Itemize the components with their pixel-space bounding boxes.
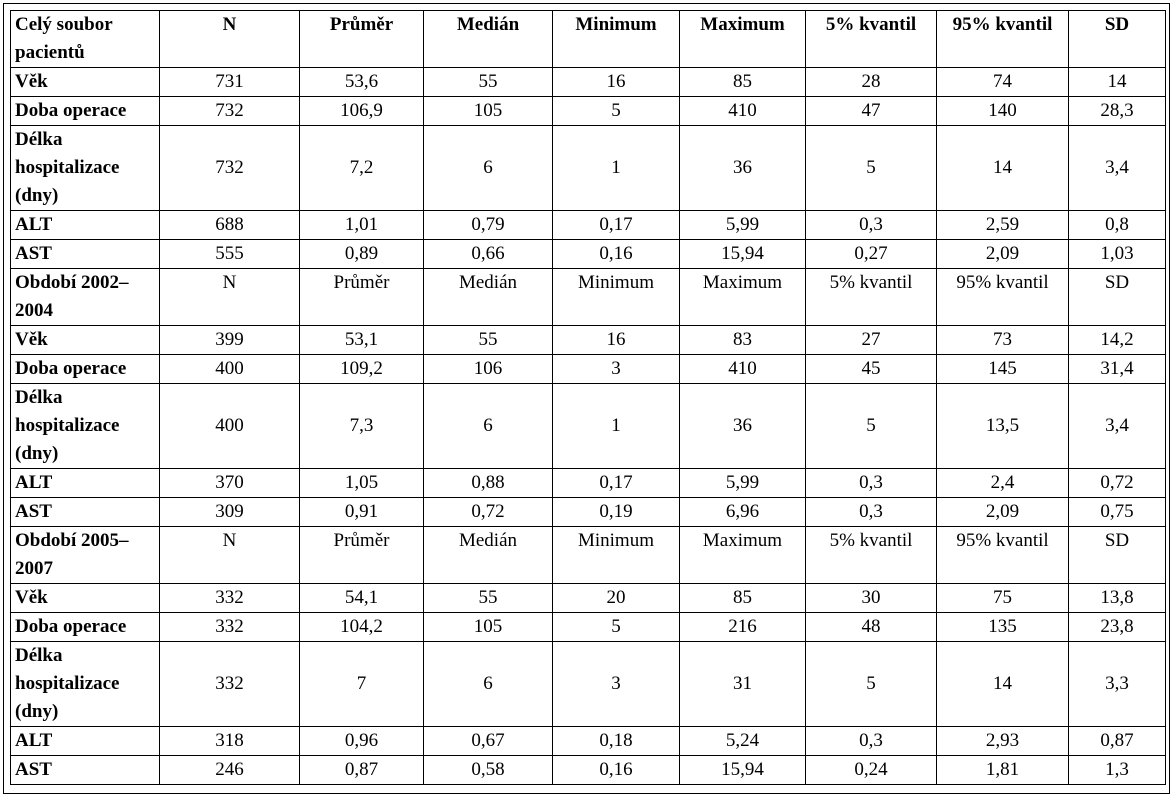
cell-n: 332: [160, 613, 300, 642]
column-header-sd: SD: [1069, 269, 1166, 326]
cell-prumer: 0,96: [300, 727, 424, 756]
cell-5-kvantil: 45: [806, 355, 937, 384]
cell-prumer: 7,2: [300, 126, 424, 211]
cell-median: 0,79: [424, 211, 553, 240]
row-label: ALT: [11, 727, 160, 756]
column-header-5-kvantil: 5% kvantil: [806, 527, 937, 584]
cell-sd: 28,3: [1069, 97, 1166, 126]
cell-median: 0,66: [424, 240, 553, 269]
table-body: [11, 11, 1166, 785]
cell-prumer: 106,9: [300, 97, 424, 126]
cell-maximum: 85: [680, 584, 806, 613]
cell-prumer: 109,2: [300, 355, 424, 384]
cell-5-kvantil: 30: [806, 584, 937, 613]
cell-prumer: 104,2: [300, 613, 424, 642]
cell-minimum: 0,17: [553, 469, 680, 498]
cell-maximum: 6,96: [680, 498, 806, 527]
cell-sd: 1,3: [1069, 756, 1166, 785]
cell-sd: 0,8: [1069, 211, 1166, 240]
cell-minimum: 16: [553, 326, 680, 355]
cell-minimum: 0,16: [553, 756, 680, 785]
section-header-row: [11, 527, 1166, 584]
cell-sd: 0,72: [1069, 469, 1166, 498]
cell-maximum: 36: [680, 384, 806, 469]
cell-prumer: 1,05: [300, 469, 424, 498]
cell-sd: 14: [1069, 68, 1166, 97]
column-header-5-kvantil: 5% kvantil: [806, 11, 937, 68]
cell-prumer: 1,01: [300, 211, 424, 240]
column-header-maximum: Maximum: [680, 269, 806, 326]
cell-95-kvantil: 1,81: [937, 756, 1069, 785]
cell-minimum: 0,16: [553, 240, 680, 269]
row-label: Doba operace: [11, 613, 160, 642]
row-label: AST: [11, 498, 160, 527]
cell-maximum: 83: [680, 326, 806, 355]
cell-prumer: 0,91: [300, 498, 424, 527]
cell-n: 318: [160, 727, 300, 756]
cell-prumer: 53,1: [300, 326, 424, 355]
cell-n: 731: [160, 68, 300, 97]
column-header-prumer: Průměr: [300, 11, 424, 68]
column-header-n: N: [160, 11, 300, 68]
cell-maximum: 31: [680, 642, 806, 727]
cell-sd: 3,3: [1069, 642, 1166, 727]
cell-prumer: 0,89: [300, 240, 424, 269]
cell-minimum: 5: [553, 97, 680, 126]
cell-minimum: 5: [553, 613, 680, 642]
cell-median: 55: [424, 584, 553, 613]
cell-maximum: 15,94: [680, 240, 806, 269]
cell-median: 105: [424, 97, 553, 126]
cell-maximum: 85: [680, 68, 806, 97]
cell-95-kvantil: 75: [937, 584, 1069, 613]
cell-sd: 3,4: [1069, 384, 1166, 469]
cell-median: 0,58: [424, 756, 553, 785]
column-header-minimum: Minimum: [553, 527, 680, 584]
column-header-prumer: Průměr: [300, 527, 424, 584]
cell-prumer: 54,1: [300, 584, 424, 613]
table-row: [11, 498, 1166, 527]
cell-minimum: 16: [553, 68, 680, 97]
table-row: [11, 469, 1166, 498]
cell-95-kvantil: 74: [937, 68, 1069, 97]
column-header-sd: SD: [1069, 11, 1166, 68]
cell-95-kvantil: 140: [937, 97, 1069, 126]
cell-5-kvantil: 47: [806, 97, 937, 126]
cell-n: 400: [160, 384, 300, 469]
cell-95-kvantil: 14: [937, 642, 1069, 727]
cell-median: 55: [424, 326, 553, 355]
column-header-prumer: Průměr: [300, 269, 424, 326]
cell-maximum: 5,99: [680, 211, 806, 240]
table-row: [11, 613, 1166, 642]
cell-95-kvantil: 73: [937, 326, 1069, 355]
cell-sd: 1,03: [1069, 240, 1166, 269]
cell-median: 106: [424, 355, 553, 384]
cell-median: 6: [424, 126, 553, 211]
cell-prumer: 7: [300, 642, 424, 727]
cell-n: 332: [160, 584, 300, 613]
table-row: [11, 97, 1166, 126]
cell-median: 6: [424, 642, 553, 727]
cell-median: 0,88: [424, 469, 553, 498]
cell-n: 732: [160, 97, 300, 126]
column-header-95-kvantil: 95% kvantil: [937, 11, 1069, 68]
table-row: [11, 642, 1166, 727]
row-label: ALT: [11, 211, 160, 240]
cell-maximum: 5,24: [680, 727, 806, 756]
column-header-95-kvantil: 95% kvantil: [937, 527, 1069, 584]
row-label: Délka hospitalizace (dny): [11, 126, 160, 211]
row-label: Věk: [11, 326, 160, 355]
cell-median: 55: [424, 68, 553, 97]
cell-minimum: 0,19: [553, 498, 680, 527]
cell-median: 105: [424, 613, 553, 642]
column-header-sd: SD: [1069, 527, 1166, 584]
column-header-median: Medián: [424, 269, 553, 326]
cell-95-kvantil: 2,59: [937, 211, 1069, 240]
cell-minimum: 3: [553, 642, 680, 727]
row-label: Doba operace: [11, 355, 160, 384]
cell-5-kvantil: 0,3: [806, 498, 937, 527]
row-label: AST: [11, 756, 160, 785]
cell-5-kvantil: 5: [806, 384, 937, 469]
row-label: Délka hospitalizace (dny): [11, 642, 160, 727]
cell-5-kvantil: 27: [806, 326, 937, 355]
cell-n: 399: [160, 326, 300, 355]
table-row: [11, 240, 1166, 269]
table-row: [11, 584, 1166, 613]
cell-sd: 13,8: [1069, 584, 1166, 613]
table-row: [11, 727, 1166, 756]
cell-95-kvantil: 14: [937, 126, 1069, 211]
row-label: Délka hospitalizace (dny): [11, 384, 160, 469]
cell-n: 332: [160, 642, 300, 727]
row-label: Věk: [11, 68, 160, 97]
cell-n: 555: [160, 240, 300, 269]
column-header-maximum: Maximum: [680, 11, 806, 68]
cell-95-kvantil: 2,09: [937, 240, 1069, 269]
cell-95-kvantil: 145: [937, 355, 1069, 384]
cell-sd: 0,87: [1069, 727, 1166, 756]
cell-minimum: 1: [553, 384, 680, 469]
cell-n: 370: [160, 469, 300, 498]
table-row: [11, 756, 1166, 785]
cell-minimum: 20: [553, 584, 680, 613]
cell-minimum: 0,18: [553, 727, 680, 756]
cell-maximum: 410: [680, 97, 806, 126]
cell-n: 309: [160, 498, 300, 527]
row-label: ALT: [11, 469, 160, 498]
column-header-n: N: [160, 527, 300, 584]
table-row: [11, 326, 1166, 355]
cell-5-kvantil: 5: [806, 126, 937, 211]
cell-5-kvantil: 48: [806, 613, 937, 642]
table-row: [11, 211, 1166, 240]
cell-n: 400: [160, 355, 300, 384]
cell-n: 246: [160, 756, 300, 785]
cell-5-kvantil: 28: [806, 68, 937, 97]
statistics-table: [10, 10, 1166, 785]
cell-sd: 31,4: [1069, 355, 1166, 384]
table-row: [11, 355, 1166, 384]
cell-sd: 14,2: [1069, 326, 1166, 355]
cell-n: 688: [160, 211, 300, 240]
cell-sd: 0,75: [1069, 498, 1166, 527]
cell-median: 0,72: [424, 498, 553, 527]
section-header-row: [11, 269, 1166, 326]
cell-maximum: 410: [680, 355, 806, 384]
cell-maximum: 36: [680, 126, 806, 211]
cell-5-kvantil: 0,24: [806, 756, 937, 785]
table-row: [11, 384, 1166, 469]
cell-maximum: 5,99: [680, 469, 806, 498]
cell-median: 6: [424, 384, 553, 469]
cell-minimum: 3: [553, 355, 680, 384]
column-header-5-kvantil: 5% kvantil: [806, 269, 937, 326]
cell-minimum: 0,17: [553, 211, 680, 240]
cell-95-kvantil: 2,09: [937, 498, 1069, 527]
row-label: AST: [11, 240, 160, 269]
cell-95-kvantil: 135: [937, 613, 1069, 642]
cell-prumer: 53,6: [300, 68, 424, 97]
column-header-median: Medián: [424, 527, 553, 584]
cell-5-kvantil: 0,3: [806, 727, 937, 756]
cell-95-kvantil: 2,93: [937, 727, 1069, 756]
cell-prumer: 7,3: [300, 384, 424, 469]
cell-sd: 23,8: [1069, 613, 1166, 642]
cell-5-kvantil: 0,3: [806, 211, 937, 240]
cell-minimum: 1: [553, 126, 680, 211]
column-header-minimum: Minimum: [553, 11, 680, 68]
row-label: Doba operace: [11, 97, 160, 126]
cell-n: 732: [160, 126, 300, 211]
row-label: Věk: [11, 584, 160, 613]
table-row: [11, 68, 1166, 97]
column-header-median: Medián: [424, 11, 553, 68]
cell-median: 0,67: [424, 727, 553, 756]
column-header-n: N: [160, 269, 300, 326]
cell-95-kvantil: 2,4: [937, 469, 1069, 498]
section-header-row: [11, 11, 1166, 68]
column-header-minimum: Minimum: [553, 269, 680, 326]
column-header-maximum: Maximum: [680, 527, 806, 584]
cell-95-kvantil: 13,5: [937, 384, 1069, 469]
cell-prumer: 0,87: [300, 756, 424, 785]
cell-5-kvantil: 5: [806, 642, 937, 727]
cell-maximum: 15,94: [680, 756, 806, 785]
table-row: [11, 126, 1166, 211]
column-header-95-kvantil: 95% kvantil: [937, 269, 1069, 326]
cell-5-kvantil: 0,27: [806, 240, 937, 269]
section-title: Období 2002–2004: [11, 269, 160, 326]
cell-5-kvantil: 0,3: [806, 469, 937, 498]
cell-sd: 3,4: [1069, 126, 1166, 211]
section-title: Období 2005–2007: [11, 527, 160, 584]
cell-maximum: 216: [680, 613, 806, 642]
section-title: Celý soubor pacientů: [11, 11, 160, 68]
